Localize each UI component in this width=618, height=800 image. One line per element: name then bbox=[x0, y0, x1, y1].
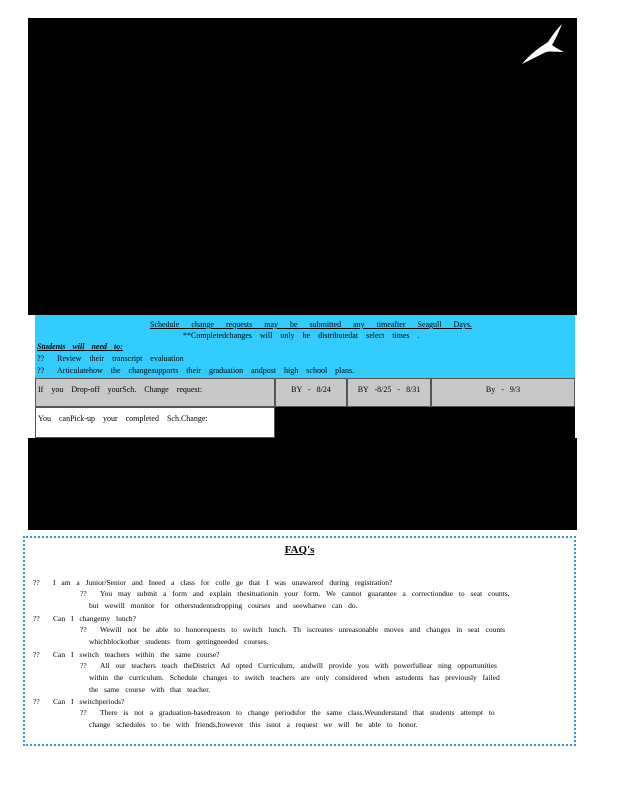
schedule-notice-band bbox=[35, 315, 575, 378]
students-need-item: ?? Articulatehow the changesupports their graduation andpost high school plans. bbox=[37, 366, 355, 375]
faq-title: FAQ's bbox=[284, 544, 315, 556]
faq-question: ?? Can I switchperiods? bbox=[33, 697, 125, 706]
header-black-panel bbox=[28, 18, 577, 315]
faq-answer: ?? Wewill not be able to honorequests to switch lunch. Th iscreates unreasonable moves and changes in seat counts bbox=[80, 625, 506, 634]
faq-answer-line: whichblockother students from gettingneeded courses. bbox=[89, 637, 269, 646]
table-cell: By - 9/3 bbox=[431, 378, 575, 407]
faq-answer-line: within the curriculum. Schedule changes to switch teachers are only considered when astudents has previously failed bbox=[89, 673, 500, 682]
faq-question: ?? Can I switch teachers within the same course? bbox=[33, 650, 220, 659]
faq-question: ?? Can I changemy lunch? bbox=[33, 614, 137, 623]
bullet-marker: ?? bbox=[37, 354, 45, 363]
seagull-icon bbox=[518, 22, 566, 70]
students-need-heading: Students will need to: bbox=[37, 342, 123, 351]
notice-line-2: **Completedchanges will only be distributedat select times . bbox=[183, 331, 420, 340]
faq-box bbox=[23, 536, 576, 746]
students-need-item: ?? Review their transcript evaluation bbox=[37, 354, 184, 363]
faq-answer: ?? All our teachers teach theDistrict Ad opted Curriculum, andwill provide you with powerfullear ning opportunities bbox=[80, 661, 497, 670]
notice-line-1: Schedule change requests may be submitted any timeafter Seagull Days. bbox=[150, 320, 472, 329]
table-cell: BY -8/25 - 8/31 bbox=[347, 378, 431, 407]
middle-black-panel bbox=[28, 438, 577, 530]
bullet-marker: ?? bbox=[37, 366, 45, 375]
table-row-label: If you Drop-off yourSch. Change request: bbox=[35, 378, 275, 407]
faq-answer-line: the same course with that teacher. bbox=[89, 685, 211, 694]
faq-question: ?? I am a Junior/Senior and Ineed a class for colle ge that I was unawareof during registration? bbox=[33, 578, 393, 587]
faq-answer: ?? You may submit a form and explain thesituationin your form. We cannot guarantee a correctiondue to seat counts, bbox=[80, 589, 510, 598]
faq-answer-line: change schedules to be with friends,however this isnot a request we will be able to honor. bbox=[89, 720, 418, 729]
faq-answer: ?? There is not a graduation-basedreason to change periodsfor the same class.Weunderstand that students attempt to bbox=[80, 708, 495, 717]
table-black-edge bbox=[275, 407, 575, 438]
table-row-label: You canPick-up your completed Sch.Change: bbox=[35, 407, 275, 438]
table-cell: BY - 8/24 bbox=[275, 378, 347, 407]
faq-answer-line: but wewill monitor for otherstudentsdropping courses and seewhatwe can do. bbox=[89, 601, 358, 610]
